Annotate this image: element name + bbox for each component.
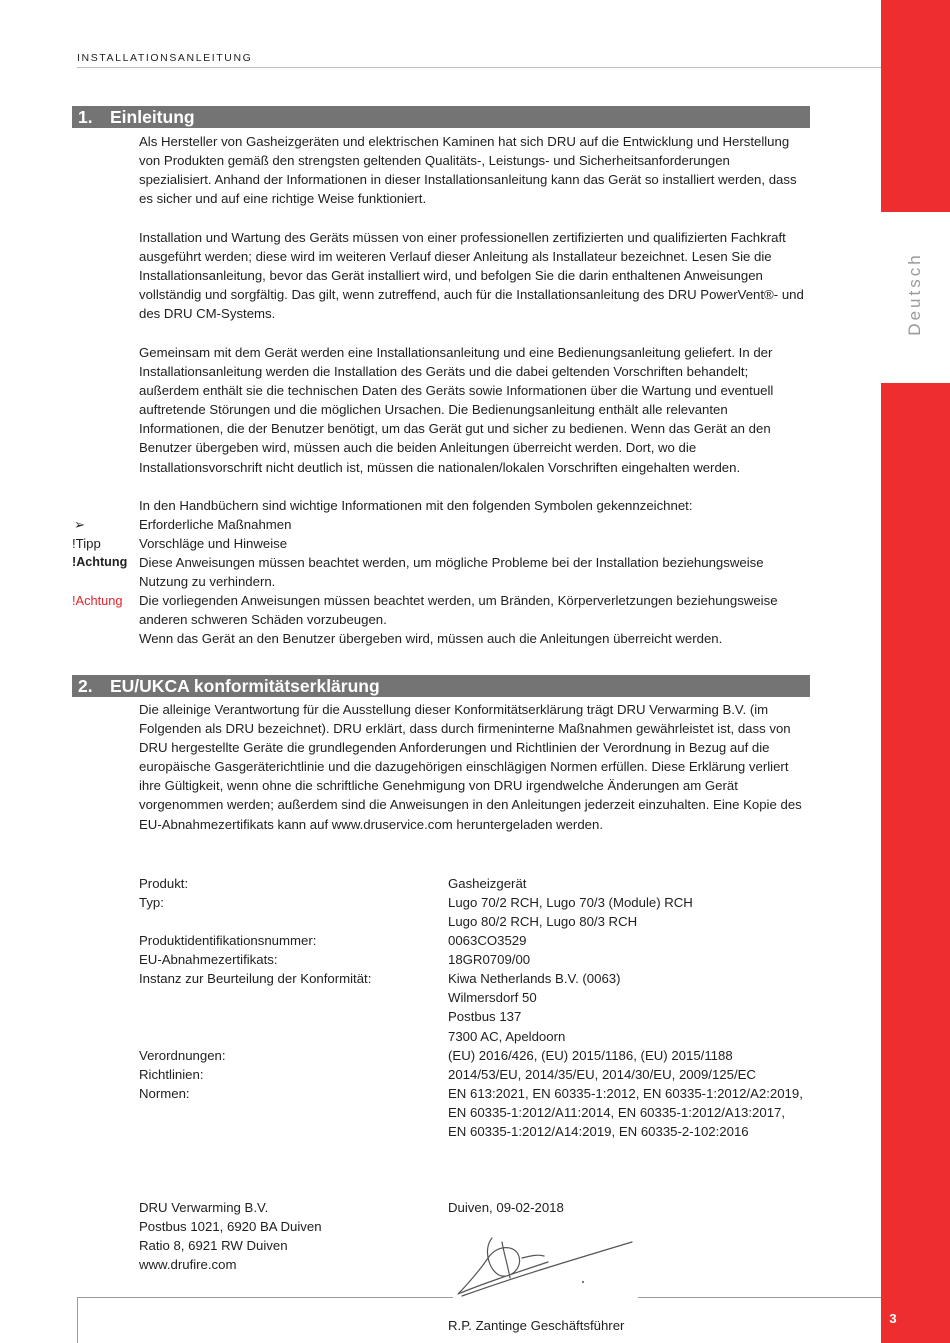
spec-value-verordnungen: (EU) 2016/426, (EU) 2015/1186, (EU) 2015/1188 xyxy=(448,1048,733,1063)
spec-value-normen-1: EN 613:2021, EN 60335-1:2012, EN 60335-1:2012/A2:2019, xyxy=(448,1086,803,1101)
text-line: Installationsanleitung, bevor das Gerät installiert wird, und befolgen Sie die darin enthaltenen Anweisungen xyxy=(139,268,763,284)
spec-value-produkt: Gasheizgerät xyxy=(448,876,527,891)
symbol-desc-action xyxy=(139,515,819,534)
symbol-tipp: !Tipp xyxy=(72,536,101,551)
text-line: Installationsanleitung werden die Installation des Geräts und die dabei geltenden Vorschriften behandelt; xyxy=(139,364,749,380)
footer-rule-right xyxy=(638,1297,881,1298)
text-line: Installationsvorschrift nicht deutlich ist, müssen die nationalen/lokalen Vorschriften eingehalten werden. xyxy=(139,459,741,475)
closing-note: Wenn das Gerät an den Benutzer übergeben wird, müssen auch die Anleitungen überreicht werden. xyxy=(139,631,723,646)
text-line: ausgeführt werden; diese wird im weiteren Verlauf dieser Anleitung als Installateur bezeichnet. Lesen Sie die xyxy=(139,249,772,265)
company-website: www.drufire.com xyxy=(139,1257,237,1272)
section-number: 1. xyxy=(78,107,93,127)
text-line: Diese Anweisungen müssen beachtet werden, um mögliche Probleme bei der Installation beziehungsweise xyxy=(139,555,764,570)
spec-value-richtlinien: 2014/53/EU, 2014/35/EU, 2014/30/EU, 2009/125/EC xyxy=(448,1067,756,1082)
intro-paragraph-3 xyxy=(139,343,819,477)
spec-label-instanz: Instanz zur Beurteilung der Konformität: xyxy=(139,971,372,986)
text-line: von Produkten gemäß den strengsten geltenden Qualitäts-, Leistungs- und Sicherheitsanforderungen xyxy=(139,153,730,169)
text-line: des DRU CM-Systems. xyxy=(139,306,276,322)
language-tab-label: Deutsch xyxy=(905,252,924,336)
symbol-achtung: !Achtung xyxy=(72,555,128,569)
place-date: Duiven, 09-02-2018 xyxy=(448,1200,564,1215)
section-title: EU/UKCA konformitätserklärung xyxy=(110,676,380,696)
spec-value-typ-1: Lugo 70/2 RCH, Lugo 70/3 (Module) RCH xyxy=(448,895,693,910)
text-line: Nutzung zu verhindern. xyxy=(139,574,276,590)
spec-value-typ-2: Lugo 80/2 RCH, Lugo 80/3 RCH xyxy=(448,914,638,929)
spec-value-normen-2: EN 60335-1:2012/A11:2014, EN 60335-1:2012/A13:2017, xyxy=(448,1105,786,1120)
spec-value-normen-3: EN 60335-1:2012/A14:2019, EN 60335-2-102:2016 xyxy=(448,1124,749,1139)
text-line: Vorschläge und Hinweise xyxy=(139,536,288,551)
text-line: Gemeinsam mit dem Gerät werden eine Installationsanleitung und eine Bedienungsanleitung geliefert. In der xyxy=(139,345,773,360)
arrow-bullet-icon: ➢ xyxy=(74,517,86,532)
text-line: es sicher und auf eine richtige Weise funktioniert. xyxy=(139,191,427,207)
spec-label-verordnungen: Verordnungen: xyxy=(139,1048,226,1063)
text-line: Folgenden als DRU bezeichnet). DRU erklärt, dass durch firmeninterne Maßnahmen gewährleistet ist, dass von xyxy=(139,721,791,737)
text-line: Die vorliegenden Anweisungen müssen beachtet werden, um Bränden, Körperverletzungen beziehungsweise xyxy=(139,593,778,608)
section-heading-einleitung xyxy=(72,106,810,128)
text-line: außerdem enthält sie die technischen Daten des Geräts sowie Informationen über die Wartung und eventuell xyxy=(139,383,774,399)
company-address-1: Postbus 1021, 6920 BA Duiven xyxy=(139,1219,322,1234)
company-address-2: Ratio 8, 6921 RW Duiven xyxy=(139,1238,288,1253)
sidebar-accent-top xyxy=(881,0,950,212)
signatory-name: R.P. Zantinge Geschäftsführer xyxy=(448,1318,625,1333)
spec-label-cert: EU-Abnahmezertifikats: xyxy=(139,952,278,967)
sidebar-accent-bottom xyxy=(881,383,950,1343)
text-line: europäische Gasgeräterichtlinie und die dazugehörigen einschlägigen Normen erfüllen. Diese Erklärung verliert xyxy=(139,759,789,775)
intro-paragraph-1 xyxy=(139,132,819,208)
text-line: ihre Gültigkeit, wenn ohne die schriftliche Genehmigung von DRU irgendwelche Änderungen am Gerät xyxy=(139,778,738,794)
symbols-intro: In den Handbüchern sind wichtige Informationen mit den folgenden Symbolen gekennzeichnet: xyxy=(139,498,693,513)
spec-value-pin: 0063CO3529 xyxy=(448,933,527,948)
text-line: vorgenommen werden; außerdem sind die Anweisungen in den Anleitungen jederzeit einzuhalten. Eine Kopie des xyxy=(139,797,802,813)
symbol-desc-tipp xyxy=(139,534,819,553)
text-line: anderen schweren Schäden vorzubeugen. xyxy=(139,612,387,628)
text-line: Installation und Wartung des Geräts müssen von einer professionellen zertifizierten und qualifizierten Fachkraft xyxy=(139,230,786,245)
text-line: vollständig und sorgfältig. Das gilt, wenn zutreffend, auch für die Installationsanleitung des DRU PowerVent®- und xyxy=(139,287,804,303)
section-title: Einleitung xyxy=(110,107,195,127)
symbol-desc-achtung xyxy=(139,553,819,591)
page-number: 3 xyxy=(889,1311,897,1326)
running-header: INSTALLATIONSANLEITUNG xyxy=(77,52,253,64)
spec-label-typ: Typ: xyxy=(139,895,164,910)
section-heading-konformitaet xyxy=(72,675,810,697)
company-name: DRU Verwarming B.V. xyxy=(139,1200,269,1215)
header-rule xyxy=(77,67,881,68)
text-line: EU-Abnahmezertifikats kann auf www.druservice.com heruntergeladen werden. xyxy=(139,816,603,832)
footer-rule-vertical xyxy=(77,1297,78,1343)
spec-label-richtlinien: Richtlinien: xyxy=(139,1067,204,1082)
text-line: Benutzer übergeben wird, müssen auch die beiden Anleitungen überreicht werden. Dort, wo die xyxy=(139,440,697,456)
declaration-paragraph xyxy=(139,700,819,834)
text-line: Erforderliche Maßnahmen xyxy=(139,517,292,532)
symbol-achtung-red: !Achtung xyxy=(72,593,123,608)
text-line: auftretende Störungen und die möglichen Ursachen. Die Bedienungsanleitung enthält alle relevanten xyxy=(139,402,728,418)
spec-value-instanz-4: 7300 AC, Apeldoorn xyxy=(448,1029,566,1044)
text-line: Als Hersteller von Gasheizgeräten und elektrischen Kaminen hat sich DRU auf die Entwicklung und Herstellung xyxy=(139,134,790,149)
text-line: Die alleinige Verantwortung für die Ausstellung dieser Konformitätserklärung trägt DRU Verwarming B.V. (im xyxy=(139,702,769,717)
section-number: 2. xyxy=(78,676,93,696)
text-line: spezialisiert. Anhand der Informationen in dieser Installationsanleitung kann das Gerät so installiert werden, dass xyxy=(139,172,797,188)
handwritten-signature xyxy=(452,1230,638,1310)
text-line: Informationen, die der Benutzer benötigt, um das Gerät gut und sicher zu bedienen. Wenn das Gerät an den xyxy=(139,421,771,437)
spec-value-cert: 18GR0709/00 xyxy=(448,952,531,967)
spec-value-instanz-1: Kiwa Netherlands B.V. (0063) xyxy=(448,971,621,986)
spec-value-instanz-3: Postbus 137 xyxy=(448,1009,522,1024)
footer-rule-left xyxy=(77,1297,453,1298)
spec-value-instanz-2: Wilmersdorf 50 xyxy=(448,990,537,1005)
spec-label-produkt: Produkt: xyxy=(139,876,189,891)
intro-paragraph-2 xyxy=(139,228,819,323)
spec-label-normen: Normen: xyxy=(139,1086,190,1101)
text-line: DRU hergestellte Geräte die grundlegenden Anforderungen und Richtlinien der Verordnung in Bezug auf die xyxy=(139,740,770,756)
spec-label-pin: Produktidentifikationsnummer: xyxy=(139,933,317,948)
symbol-desc-achtung-red xyxy=(139,591,819,629)
